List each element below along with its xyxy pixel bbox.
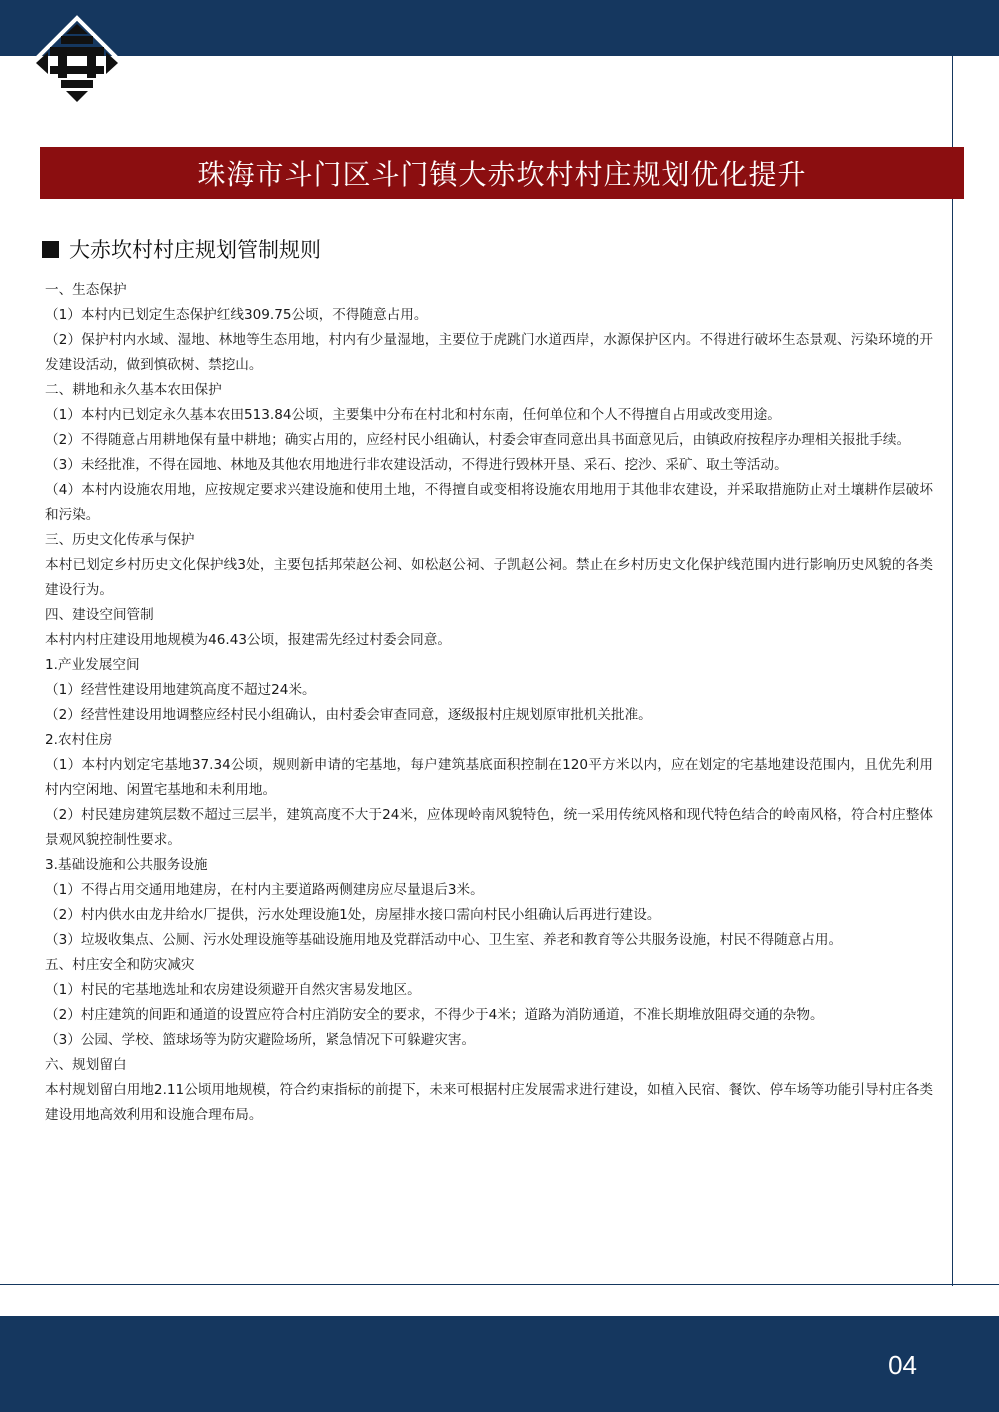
right-border-line <box>952 56 999 1286</box>
page-title: 珠海市斗门区斗门镇大赤坎村村庄规划优化提升 <box>197 158 807 191</box>
paragraph: 本村规划留白用地2.11公顷用地规模，符合约束指标的前提下，未来可根据村庄发展需求进行建设，如植入民宿、餐饮、停车场等功能引导村庄各类建设用地高效利用和设施合理布局。 <box>45 1082 933 1123</box>
paragraph: （4）本村内设施农用地，应按规定要求兴建设施和使用土地，不得擅自或变相将设施农用地用于其他非农建设，并采取措施防止对土壤耕作层破坏和污染。 <box>45 482 933 523</box>
logo-icon <box>28 14 126 112</box>
paragraph: （1）经营性建设用地建筑高度不超过24米。 <box>45 682 316 698</box>
paragraph: 四、建设空间管制 <box>45 607 154 623</box>
bullet-square-icon <box>42 241 59 258</box>
paragraph: （1）不得占用交通用地建房，在村内主要道路两侧建房应尽量退后3米。 <box>45 882 484 898</box>
paragraph: 3.基础设施和公共服务设施 <box>45 857 208 873</box>
paragraph: 本村已划定乡村历史文化保护线3处，主要包括邦荣赵公祠、如松赵公祠、子凯赵公祠。禁止在乡村历史文化保护线范围内进行影响历史风貌的各类建设行为。 <box>45 557 933 598</box>
section-heading-text: 大赤坎村村庄规划管制规则 <box>69 238 321 262</box>
paragraph: （2）村内供水由龙井给水厂提供，污水处理设施1处，房屋排水接口需向村民小组确认后再进行建设。 <box>45 907 661 923</box>
footer-band <box>0 1316 999 1412</box>
paragraph: （2）保护村内水域、湿地、林地等生态用地，村内有少量湿地，主要位于虎跳门水道西岸，水源保护区内。不得进行破坏生态景观、污染环境的开发建设活动，做到慎砍树、禁挖山。 <box>45 332 933 373</box>
top-header-band <box>0 0 999 56</box>
paragraph: （1）村民的宅基地选址和农房建设须避开自然灾害易发地区。 <box>45 982 421 998</box>
paragraph: 六、规划留白 <box>45 1057 127 1073</box>
paragraph: （2）村庄建筑的间距和通道的设置应符合村庄消防安全的要求，不得少于4米；道路为消防通道，不准长期堆放阻碍交通的杂物。 <box>45 1007 824 1023</box>
paragraph: 本村内村庄建设用地规模为46.43公顷，报建需先经过村委会同意。 <box>45 632 451 648</box>
paragraph: 二、耕地和永久基本农田保护 <box>45 382 222 398</box>
paragraph: 五、村庄安全和防灾减灾 <box>45 957 195 973</box>
rules-content <box>45 278 933 1128</box>
paragraph: （2）村民建房建筑层数不超过三层半，建筑高度不大于24米，应体现岭南风貌特色，统一采用传统风格和现代特色结合的岭南风格，符合村庄整体景观风貌控制性要求。 <box>45 807 933 848</box>
paragraph: （3）垃圾收集点、公厕、污水处理设施等基础设施用地及党群活动中心、卫生室、养老和教育等公共服务设施，村民不得随意占用。 <box>45 932 843 948</box>
page-number: 04 <box>888 1350 917 1380</box>
title-banner <box>40 147 964 199</box>
paragraph: 1.产业发展空间 <box>45 657 140 673</box>
paragraph: （3）未经批准，不得在园地、林地及其他农用地进行非农建设活动，不得进行毁林开垦、采石、挖沙、采矿、取土等活动。 <box>45 457 788 473</box>
paragraph: 2.农村住房 <box>45 732 113 748</box>
paragraph: （1）本村内已划定永久基本农田513.84公顷，主要集中分布在村北和村东南，任何单位和个人不得擅自占用或改变用途。 <box>45 407 781 423</box>
paragraph: （2）经营性建设用地调整应经村民小组确认，由村委会审查同意，逐级报村庄规划原审批机关批准。 <box>45 707 652 723</box>
paragraph: 一、生态保护 <box>45 282 127 298</box>
paragraph: （3）公园、学校、篮球场等为防灾避险场所，紧急情况下可躲避灾害。 <box>45 1032 476 1048</box>
section-heading <box>42 234 321 264</box>
paragraph: 三、历史文化传承与保护 <box>45 532 195 548</box>
paragraph: （1）本村内划定宅基地37.34公顷，规则新申请的宅基地，每户建筑基底面积控制在120平方米以内，应在划定的宅基地建设范围内，且优先利用村内空闲地、闲置宅基地和未利用地。 <box>45 757 933 798</box>
paragraph: （1）本村内已划定生态保护红线309.75公顷，不得随意占用。 <box>45 307 428 323</box>
footer-rule <box>0 1284 999 1285</box>
paragraph: （2）不得随意占用耕地保有量中耕地；确实占用的，应经村民小组确认，村委会审查同意出具书面意见后，由镇政府按程序办理相关报批手续。 <box>45 432 911 448</box>
